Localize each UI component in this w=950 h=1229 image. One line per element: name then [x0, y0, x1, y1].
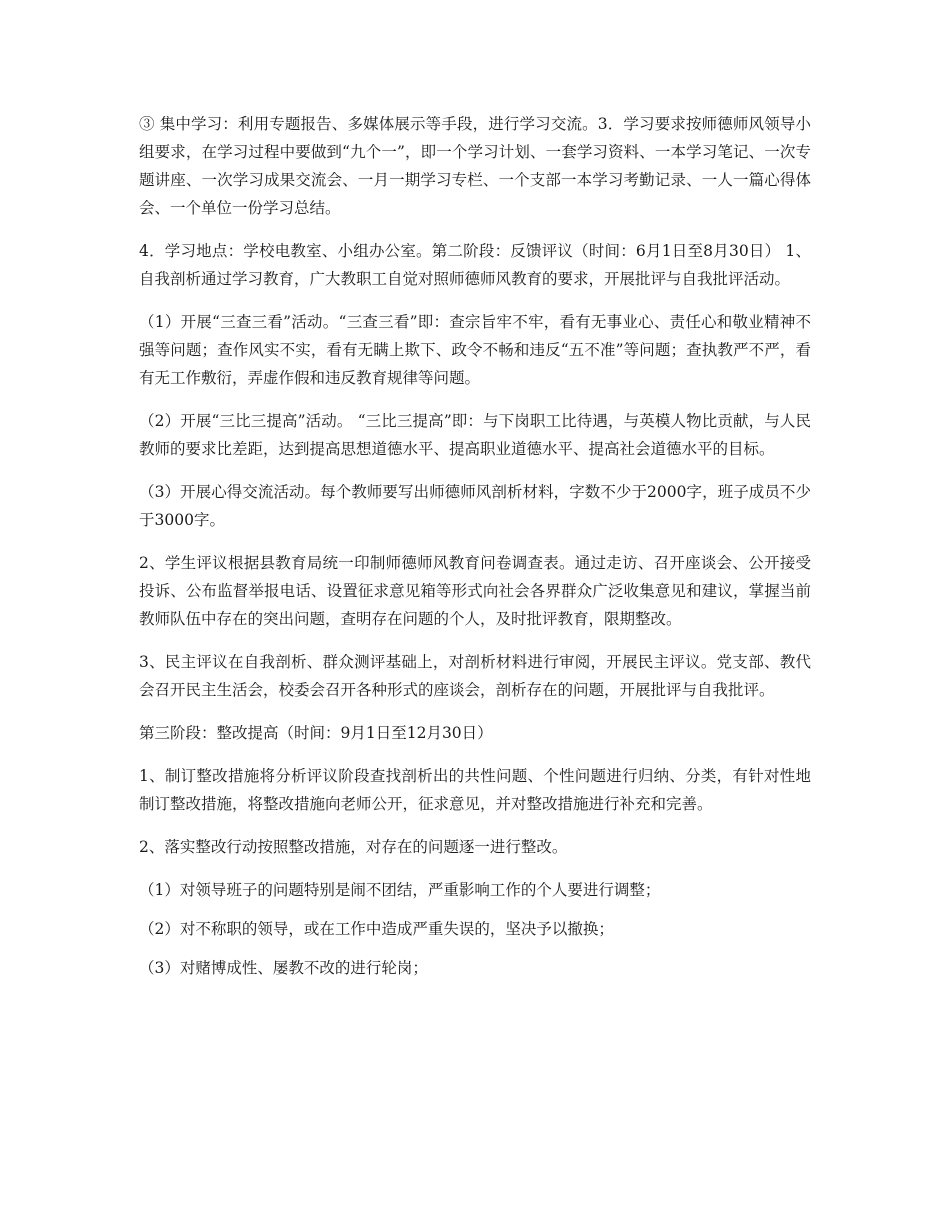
- paragraph-item-1: （1）对领导班子的问题特别是闹不团结，严重影响工作的个人要进行调整；: [139, 881, 661, 899]
- paragraph-experience-exchange: （3）开展心得交流活动。每个教师要写出师德师风剖析材料，字数不少于2000字，班子成员不少于3000字。: [139, 483, 811, 529]
- paragraph-three-comparisons: （2）开展“三比三提高”活动。 “三比三提高”即：与下岗职工比待遇，与英模人物比贡献，与人民教师的要求比差距，达到提高思想道德水平、提高职业道德水平、提高社会道德水平的目标。: [139, 412, 811, 458]
- paragraph-rectification-measures: 1、制订整改措施将分析评议阶段查找剖析出的共性问题、个性问题进行归纳、分类，有针对性地制订整改措施，将整改措施向老师公开，征求意见，并对整改措施进行补充和完善。: [139, 767, 811, 813]
- paragraph-student-review: 2、学生评议根据县教育局统一印制师德师风教育问卷调查表。通过走访、召开座谈会、公开接受投诉、公布监督举报电话、设置征求意见箱等形式向社会各界群众广泛收集意见和建议，掌握当前教师队伍中存在的突出问题，查明存在问题的个人，及时批评教育，限期整改。: [139, 554, 811, 628]
- paragraph-item-3: （3）对赌博成性、屡教不改的进行轮岗；: [139, 959, 428, 977]
- paragraph-concentrated-study: ③ 集中学习：利用专题报告、多媒体展示等手段，进行学习交流。3．学习要求按师德师风领导小组要求，在学习过程中要做到“九个一”，即一个学习计划、一套学习资料、一本学习笔记、一次专题讲座、一次学习成果交流会、一月一期学习专栏、一个支部一本学习考勤记录、一人一篇心得体会、一个单位一份学习总结。: [139, 115, 811, 217]
- paragraph-study-location: 4．学习地点：学校电教室、小组办公室。第二阶段：反馈评议（时间：6月1日至8月30日） 1、自我剖析通过学习教育，广大教职工自觉对照师德师风教育的要求，开展批评与自我批评活动。: [139, 242, 811, 288]
- paragraph-stage-three-heading: 第三阶段：整改提高（时间：9月1日至12月30日）: [139, 724, 493, 742]
- paragraph-three-checks: （1）开展“三查三看”活动。“三查三看”即：查宗旨牢不牢，看有无事业心、责任心和敬业精神不强等问题；查作风实不实，看有无瞒上欺下、政令不畅和违反“五不准”等问题；查执教严不严，看有无工作敷衍，弄虚作假和违反教育规律等问题。: [139, 313, 811, 387]
- paragraph-item-2: （2）对不称职的领导，或在工作中造成严重失误的，坚决予以撤换；: [139, 920, 614, 938]
- paragraph-implement-rectification: 2、落实整改行动按照整改措施，对存在的问题逐一进行整改。: [139, 838, 568, 856]
- document-page: [139, 110, 811, 993]
- paragraph-democratic-review: 3、民主评议在自我剖析、群众测评基础上，对剖析材料进行审阅，开展民主评议。党支部、教代会召开民主生活会，校委会召开各种形式的座谈会，剖析存在的问题，开展批评与自我批评。: [139, 653, 811, 699]
